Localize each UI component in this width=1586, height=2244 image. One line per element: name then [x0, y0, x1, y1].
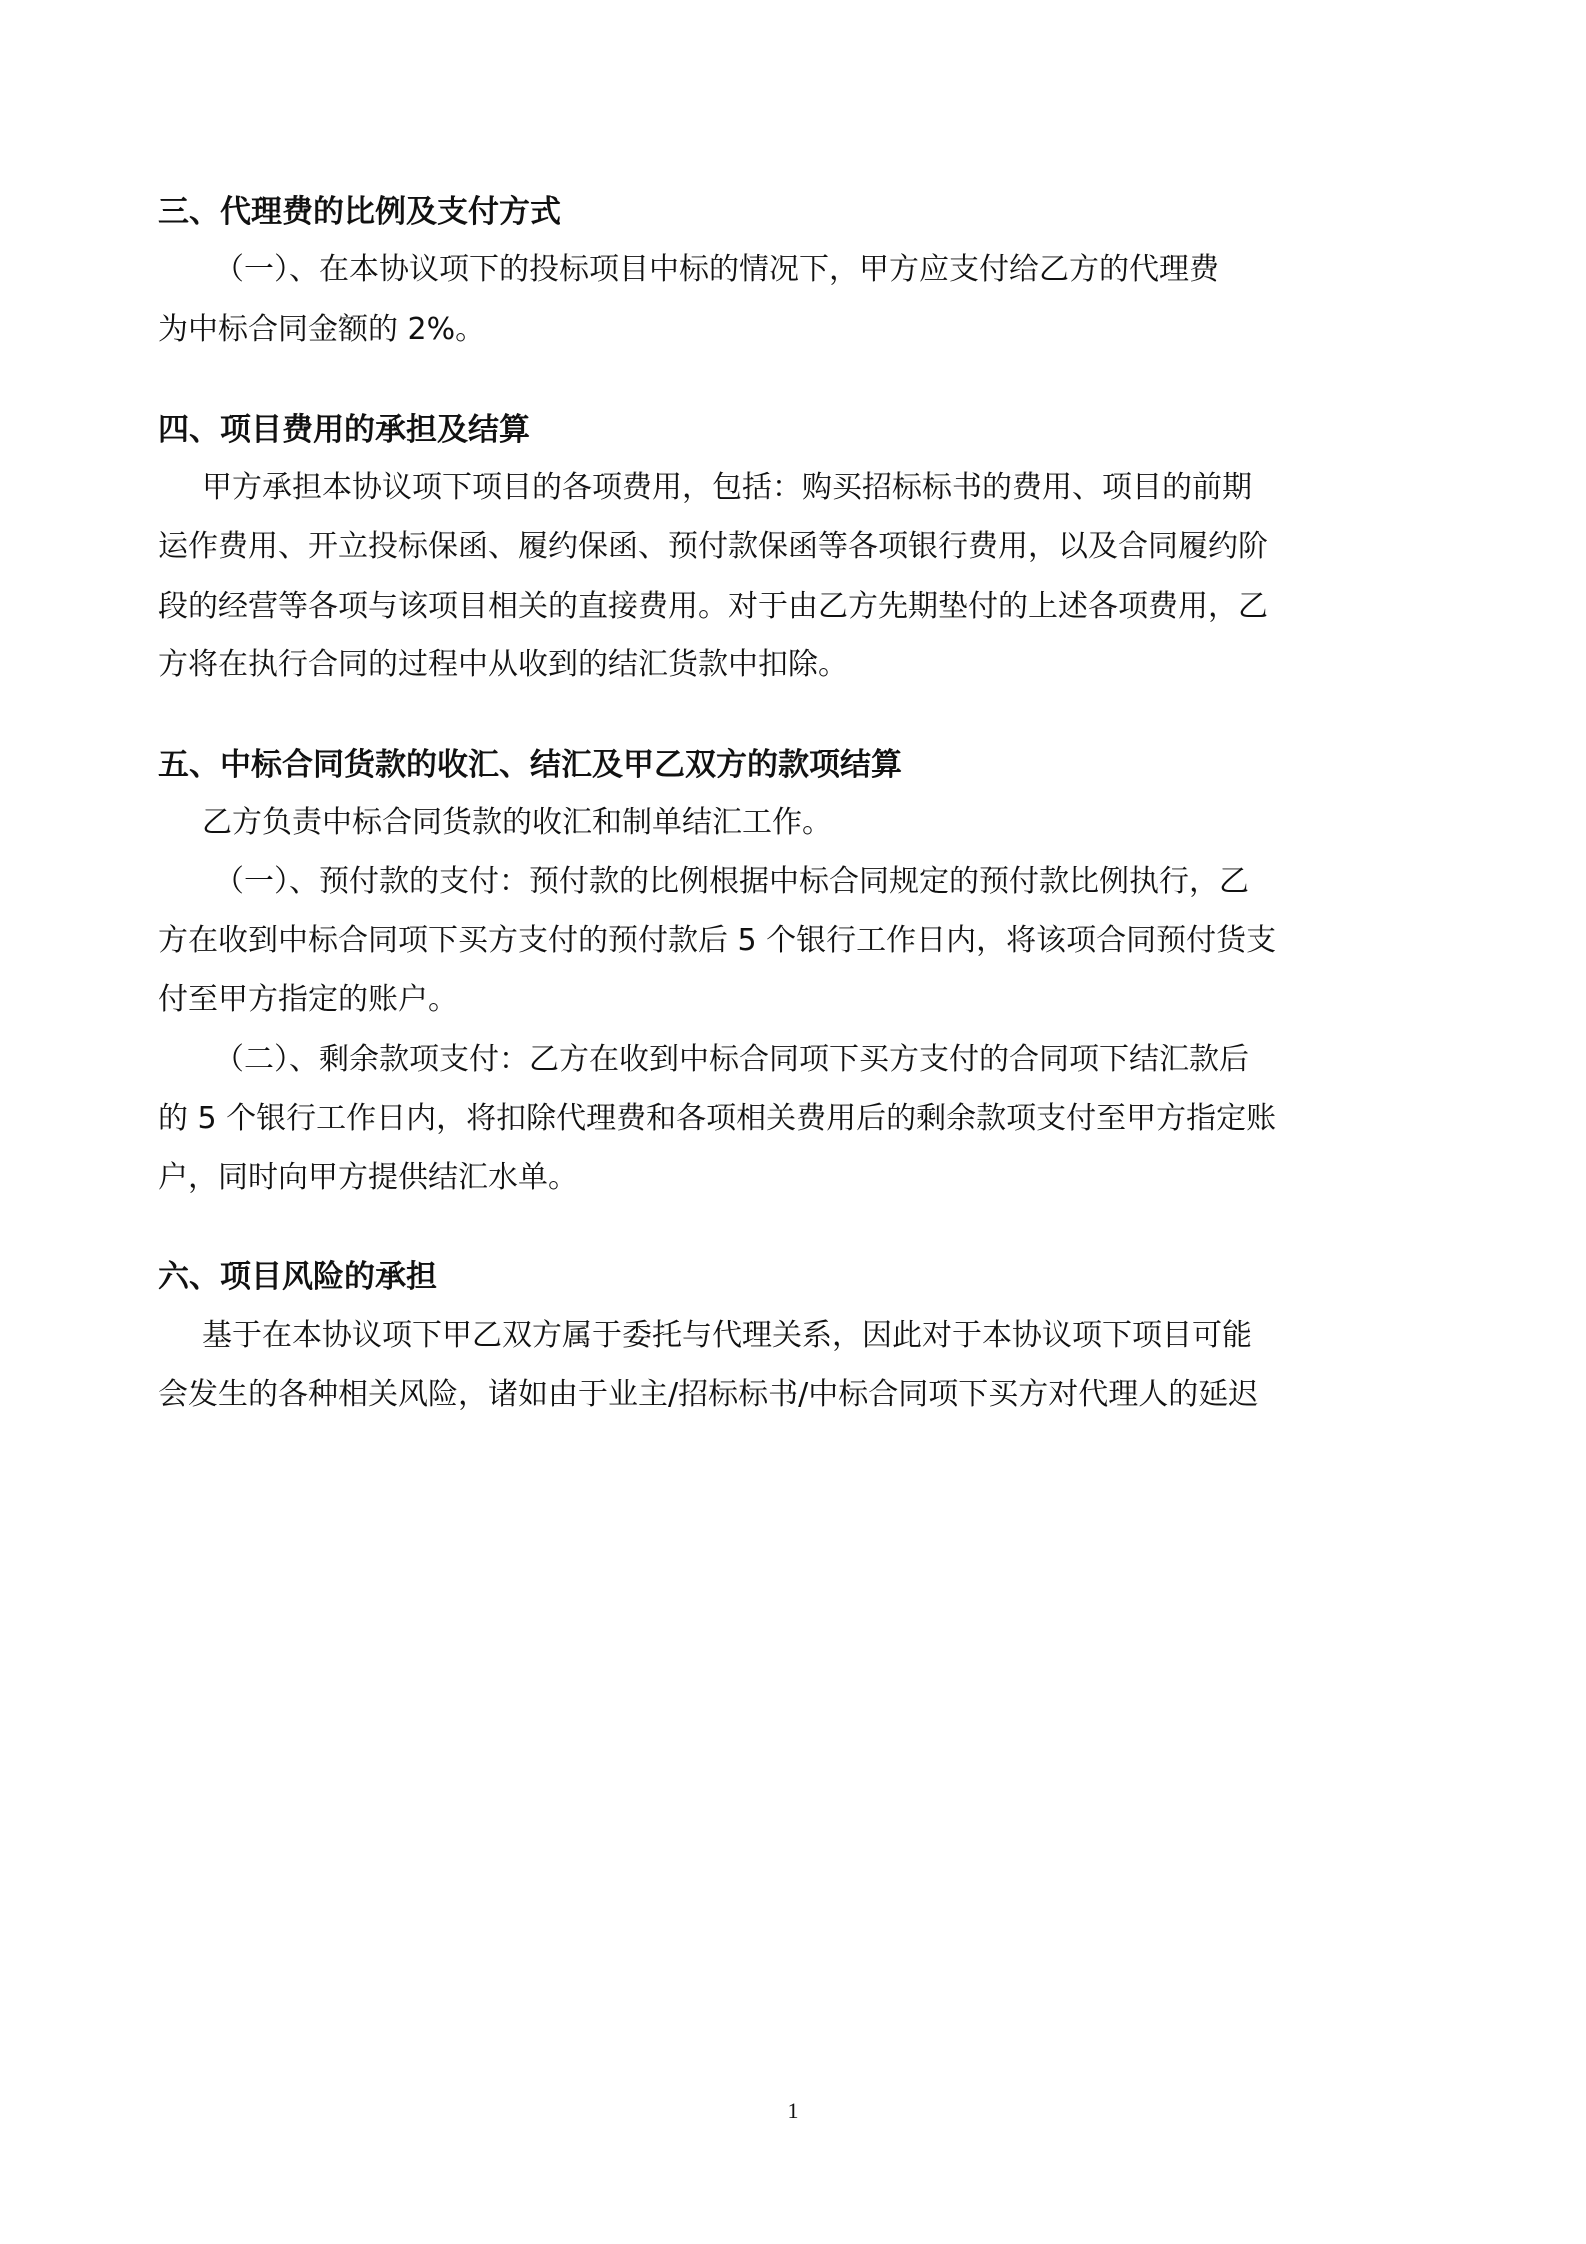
paragraph-line: 的 5 个银行工作日内，将扣除代理费和各项相关费用后的剩余款项支付至甲方指定账: [158, 1101, 1277, 1136]
section-heading-project-risk: 六、项目风险的承担: [158, 1259, 437, 1295]
paragraph-line: 方在收到中标合同项下买方支付的预付款后 5 个银行工作日内，将该项合同预付货支: [158, 923, 1277, 958]
paragraph-line: 甲方承担本协议项下项目的各项费用，包括：购买招标标书的费用、项目的前期: [202, 470, 1252, 505]
paragraph-line: 付至甲方指定的账户。: [158, 982, 458, 1017]
paragraph-line: 户，同时向甲方提供结汇水单。: [158, 1160, 578, 1195]
paragraph-line: 方将在执行合同的过程中从收到的结汇货款中扣除。: [158, 647, 848, 682]
paragraph-line: （一）、在本协议项下的投标项目中标的情况下，甲方应支付给乙方的代理费: [214, 252, 1219, 287]
paragraph-line: （二）、剩余款项支付：乙方在收到中标合同项下买方支付的合同项下结汇款后: [214, 1042, 1249, 1077]
paragraph-line: 段的经营等各项与该项目相关的直接费用。对于由乙方先期垫付的上述各项费用，乙: [158, 589, 1268, 624]
paragraph-line: 乙方负责中标合同货款的收汇和制单结汇工作。: [202, 805, 832, 840]
paragraph-line: 为中标合同金额的 2%。: [158, 312, 486, 347]
section-heading-project-costs: 四、项目费用的承担及结算: [158, 412, 530, 448]
paragraph-line: （一）、预付款的支付：预付款的比例根据中标合同规定的预付款比例执行，乙: [214, 864, 1249, 899]
paragraph-line: 基于在本协议项下甲乙双方属于委托与代理关系，因此对于本协议项下项目可能: [202, 1318, 1252, 1353]
section-heading-payment-settlement: 五、中标合同货款的收汇、结汇及甲乙双方的款项结算: [158, 747, 902, 783]
paragraph-line: 会发生的各种相关风险，诸如由于业主/招标标书/中标合同项下买方对代理人的延迟: [158, 1377, 1259, 1412]
paragraph-line: 运作费用、开立投标保函、履约保函、预付款保函等各项银行费用，以及合同履约阶: [158, 529, 1268, 564]
page-number: 1: [787, 2098, 799, 2123]
section-heading-fee-ratio: 三、代理费的比例及支付方式: [158, 194, 561, 230]
